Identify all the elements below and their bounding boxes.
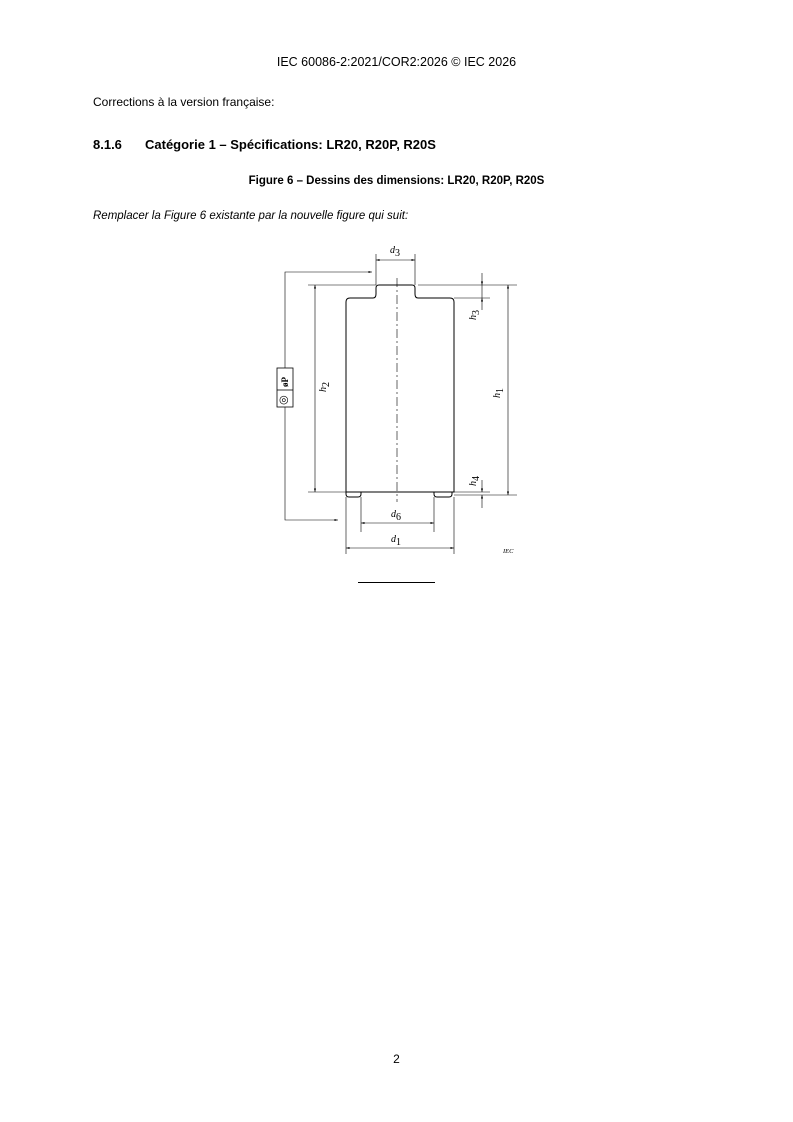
svg-text:h2: h2 [318, 382, 332, 392]
tolerance-value [280, 377, 290, 388]
bottom-foot-right [434, 492, 452, 497]
battery-dimension-drawing [260, 240, 530, 570]
label-d6: d6 [391, 509, 401, 523]
label-h2 [318, 382, 332, 392]
section-heading [93, 137, 436, 152]
svg-text:øP: øP [280, 377, 290, 387]
section-title: Catégorie 1 – Spécifications: LR20, R20P, R20S [145, 137, 436, 152]
label-h1 [492, 388, 506, 398]
label-d3: d3 [390, 245, 400, 259]
label-h4 [468, 476, 482, 486]
section-number: 8.1.6 [93, 137, 122, 152]
svg-text:h3: h3 [468, 310, 482, 320]
page-number: 2 [393, 1052, 400, 1066]
svg-text:h4: h4 [468, 476, 482, 486]
figure-caption: Figure 6 – Dessins des dimensions: LR20, R20P, R20S [248, 175, 545, 187]
corrections-intro: Corrections à la version française: [93, 95, 275, 109]
label-h3 [468, 310, 482, 320]
svg-text:h1: h1 [492, 388, 506, 398]
label-d1: d1 [391, 534, 401, 548]
concentricity-icon: ◎ [279, 394, 289, 406]
iec-watermark: IEC [503, 548, 514, 555]
replacement-instruction: Remplacer la Figure 6 existante par la nouvelle figure qui suit: [93, 210, 409, 222]
bottom-foot-left [346, 492, 361, 497]
document-header: IEC 60086-2:2021/COR2:2026 © IEC 2026 [276, 55, 517, 69]
battery-outline [346, 285, 454, 492]
separator-rule [358, 582, 435, 583]
